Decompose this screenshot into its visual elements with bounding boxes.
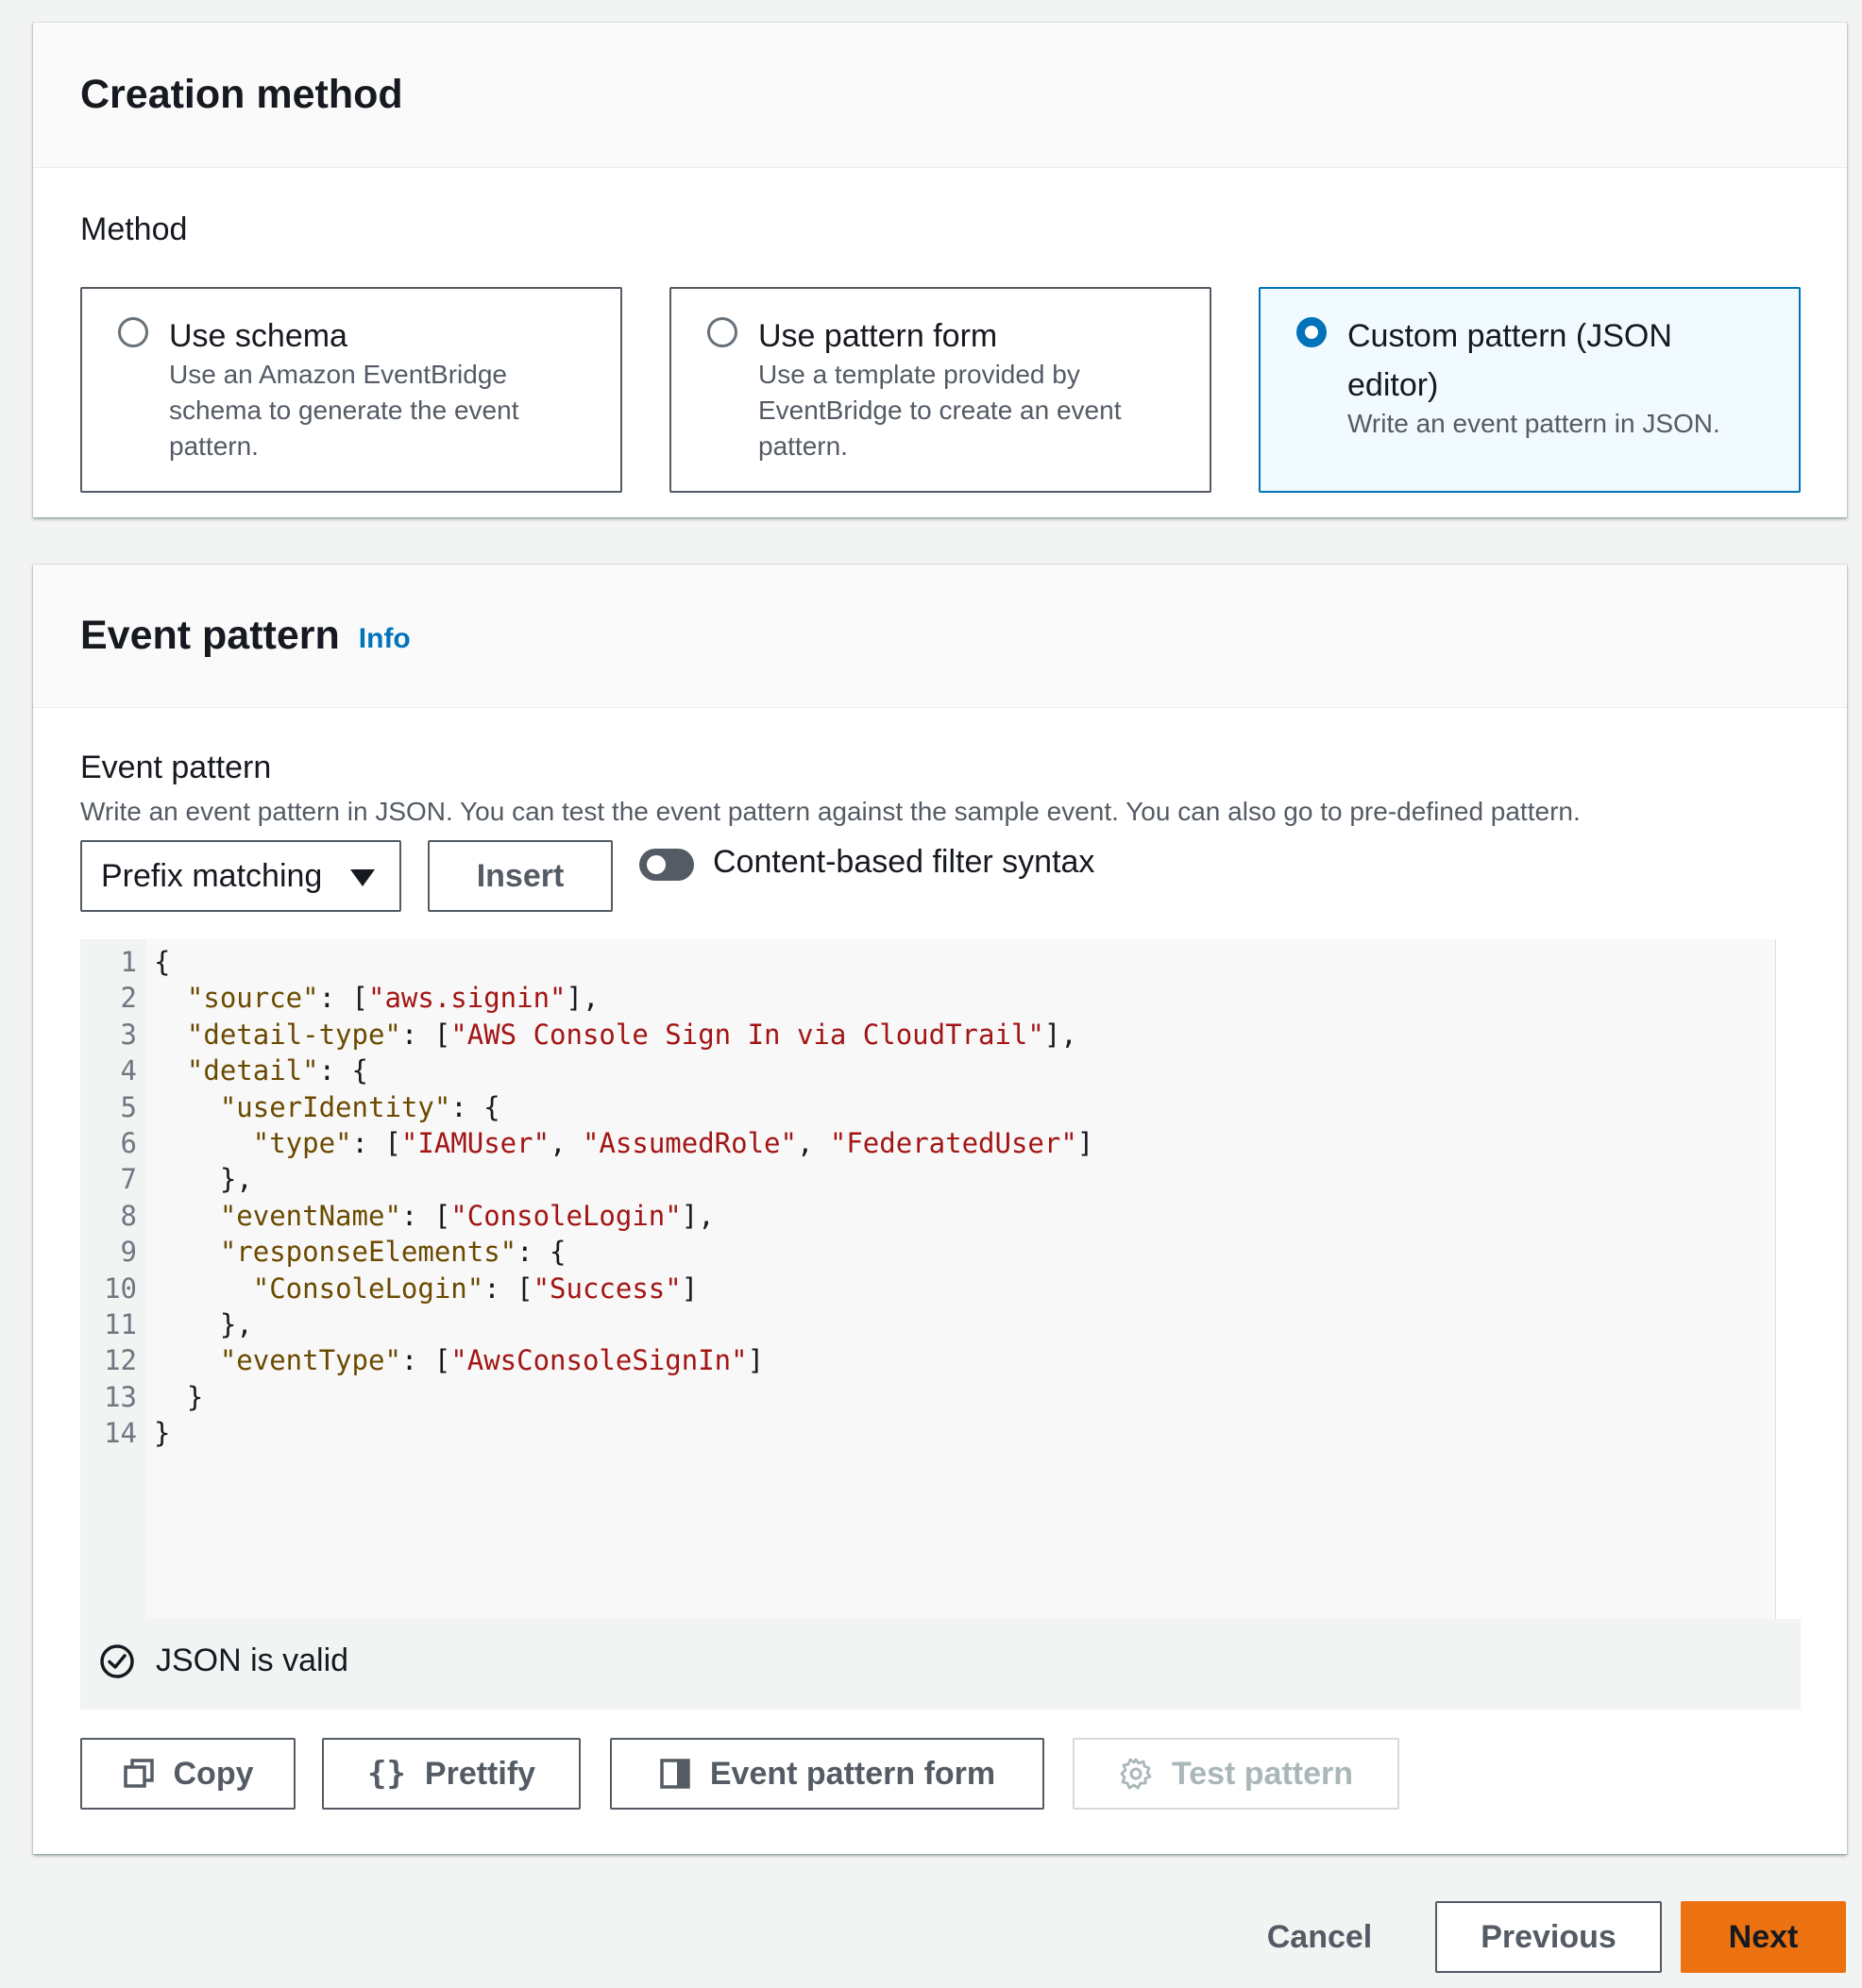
code-line: [80, 1342, 1862, 1378]
line-number: 3: [120, 1018, 137, 1051]
copy-button[interactable]: Copy: [80, 1738, 296, 1810]
creation-method-panel: [33, 23, 1847, 517]
code-line: [80, 1161, 1862, 1197]
code-line: [80, 980, 1862, 1016]
event-pattern-header: [33, 564, 1847, 708]
code-line: [80, 1271, 1862, 1306]
code-line: [80, 1017, 1862, 1053]
method-option-custom-pattern[interactable]: [1259, 287, 1801, 493]
previous-button[interactable]: Previous: [1435, 1901, 1662, 1973]
line-number: 6: [120, 1127, 137, 1159]
code-text: {: [154, 946, 171, 978]
code-text: },: [154, 1163, 253, 1196]
line-number: 5: [120, 1090, 137, 1123]
radio-icon[interactable]: [707, 317, 737, 347]
code-text: "detail": {: [186, 1054, 368, 1087]
line-number: 1: [120, 946, 137, 978]
code-line: [80, 944, 1862, 980]
option-title: Custom pattern (JSON editor): [1347, 318, 1672, 403]
line-number: 10: [104, 1272, 137, 1305]
code-line: [80, 1125, 1862, 1161]
prefix-matching-select[interactable]: [80, 840, 401, 912]
method-option-use-schema[interactable]: [80, 287, 622, 493]
method-option-pattern-form[interactable]: [669, 287, 1211, 493]
code-line: [80, 1415, 1862, 1451]
line-number: 12: [104, 1344, 137, 1377]
json-status-text: JSON is valid: [156, 1643, 349, 1678]
line-number: 11: [104, 1308, 137, 1340]
select-value: Prefix matching: [101, 857, 323, 894]
line-number: 4: [120, 1054, 137, 1087]
radio-icon[interactable]: [118, 317, 148, 347]
line-number: 14: [104, 1417, 137, 1450]
code-text: }: [154, 1417, 171, 1450]
json-editor: [80, 939, 1801, 1710]
code-text: "eventName": ["ConsoleLogin"],: [219, 1199, 715, 1232]
line-number: 2: [120, 982, 137, 1015]
cancel-button[interactable]: Cancel: [1266, 1918, 1373, 1955]
code-text: "eventType": ["AwsConsoleSignIn"]: [219, 1344, 765, 1377]
option-title: Use pattern form: [758, 318, 998, 354]
event-pattern-form-button[interactable]: Event pattern form: [610, 1738, 1044, 1810]
radio-icon[interactable]: [1296, 317, 1327, 347]
content-filter-toggle-label: Content-based filter syntax: [713, 844, 1095, 880]
braces-icon: {}: [366, 1755, 406, 1793]
line-number: 7: [120, 1163, 137, 1196]
code-line: [80, 1053, 1862, 1088]
code-line: [80, 1089, 1862, 1125]
code-text: "source": ["aws.signin"],: [186, 982, 600, 1015]
code-text: "detail-type": ["AWS Console Sign In via CloudTrail"],: [186, 1018, 1077, 1051]
event-pattern-panel: [33, 564, 1847, 1854]
method-label: Method: [80, 211, 188, 247]
json-status: [99, 1643, 348, 1679]
check-circle-icon: [99, 1643, 135, 1679]
copy-icon: [123, 1758, 155, 1790]
line-number: 9: [120, 1236, 137, 1269]
code-text: "ConsoleLogin": ["Success"]: [252, 1272, 699, 1305]
option-description: Use an Amazon EventBridge schema to generate the event pattern.: [169, 360, 519, 461]
split-panel-icon: [659, 1758, 691, 1790]
code-line: [80, 1198, 1862, 1234]
event-pattern-title: Event pattern: [80, 613, 340, 658]
option-description: Write an event pattern in JSON.: [1347, 409, 1720, 438]
toggle-icon[interactable]: [639, 849, 694, 881]
code-line: [80, 1379, 1862, 1415]
test-pattern-button[interactable]: Test pattern: [1073, 1738, 1399, 1810]
code-text: "type": ["IAMUser", "AssumedRole", "FederatedUser"]: [252, 1127, 1094, 1159]
creation-method-header: [33, 23, 1847, 168]
code-text: }: [154, 1380, 204, 1413]
option-description: Use a template provided by EventBridge to create an event pattern.: [758, 360, 1122, 461]
line-number: 13: [104, 1380, 137, 1413]
line-number: 8: [120, 1199, 137, 1232]
settings-gear-icon: [1119, 1757, 1153, 1791]
creation-method-title: Creation method: [80, 72, 403, 117]
code-text: },: [154, 1308, 253, 1340]
caret-down-icon: [350, 869, 375, 886]
option-title: Use schema: [169, 318, 347, 354]
event-pattern-field-description: Write an event pattern in JSON. You can test the event pattern against the sample event. You can also go to pre-defined pattern.: [80, 797, 1581, 826]
code-text: "userIdentity": {: [219, 1090, 500, 1123]
next-button[interactable]: Next: [1681, 1901, 1846, 1973]
insert-button[interactable]: Insert: [428, 840, 613, 912]
code-line: [80, 1306, 1862, 1342]
toggle-knob: [647, 855, 666, 874]
code-text: "responseElements": {: [219, 1236, 567, 1269]
code-line: [80, 1234, 1862, 1270]
prettify-button[interactable]: {} Prettify: [322, 1738, 581, 1810]
info-link[interactable]: Info: [358, 622, 411, 654]
event-pattern-field-label: Event pattern: [80, 750, 272, 785]
